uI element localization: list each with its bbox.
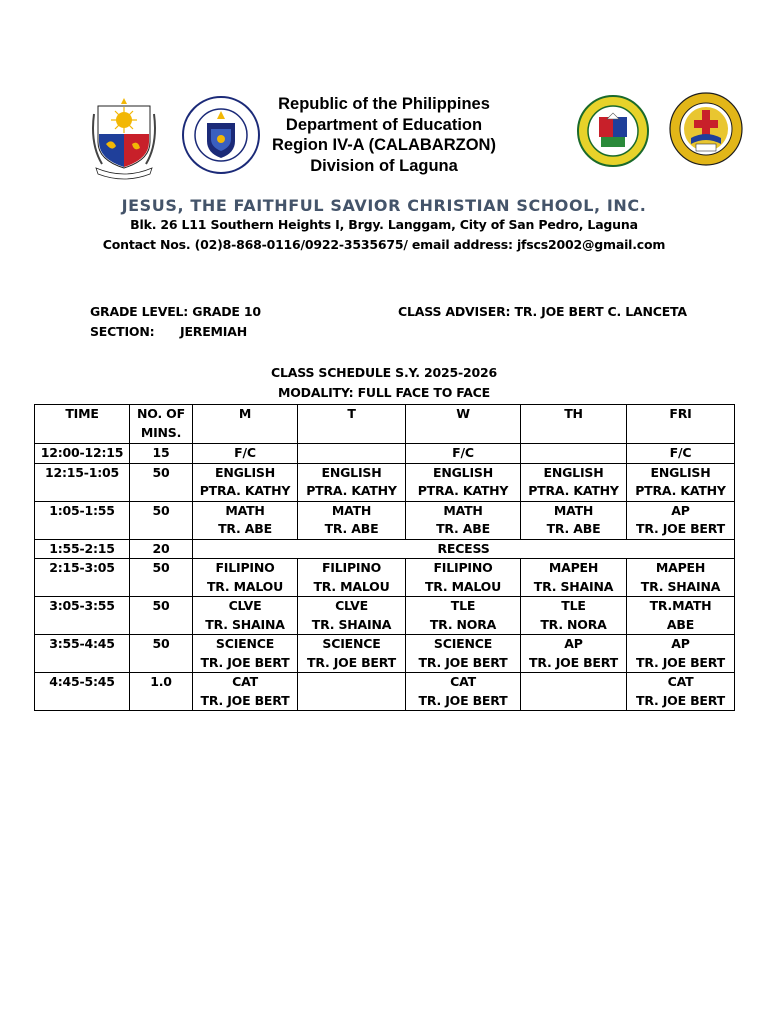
header-time: TIME	[35, 405, 130, 444]
wednesday-cell: ENGLISH PTRA. KATHY	[406, 463, 521, 501]
gov-header-line-2: Department of Education	[285, 115, 483, 134]
header-tuesday: T	[298, 405, 406, 444]
tuesday-cell	[298, 673, 406, 711]
monday-cell: CLVE TR. SHAINA	[193, 597, 298, 635]
tuesday-cell: CLVE TR. SHAINA	[298, 597, 406, 635]
school-seal-logo	[669, 92, 743, 166]
time-cell: 1:05-1:55	[35, 501, 130, 539]
table-row	[35, 673, 735, 711]
school-name: JESUS, THE FAITHFUL SAVIOR CHRISTIAN SCHOOL, INC.	[121, 196, 647, 215]
friday-cell: MAPEH TR. SHAINA	[627, 559, 735, 597]
friday-cell: CAT TR. JOE BERT	[627, 673, 735, 711]
philippine-coat-of-arms-logo	[88, 94, 160, 180]
mins-cell: 15	[130, 444, 193, 464]
recess-cell: RECESS	[193, 539, 735, 559]
tuesday-cell: SCIENCE TR. JOE BERT	[298, 635, 406, 673]
time-cell: 12:00-12:15	[35, 444, 130, 464]
friday-cell: F/C	[627, 444, 735, 464]
government-header	[244, 94, 524, 176]
tuesday-cell: MATH TR. ABE	[298, 501, 406, 539]
school-contact: Contact Nos. (02)8-868-0116/0922-3535675/ email address: jfscs2002@gmail.com	[102, 237, 666, 252]
table-row	[35, 501, 735, 539]
monday-cell: FILIPINO TR. MALOU	[193, 559, 298, 597]
time-cell: 3:55-4:45	[35, 635, 130, 673]
section-value: JEREMIAH	[180, 324, 247, 339]
time-cell: 12:15-1:05	[35, 463, 130, 501]
time-cell: 4:45-5:45	[35, 673, 130, 711]
thursday-cell	[521, 444, 627, 464]
header-monday: M	[193, 405, 298, 444]
mins-cell: 1.0	[130, 673, 193, 711]
thursday-cell: AP TR. JOE BERT	[521, 635, 627, 673]
thursday-cell: ENGLISH PTRA. KATHY	[521, 463, 627, 501]
tuesday-cell	[298, 444, 406, 464]
wednesday-cell: SCIENCE TR. JOE BERT	[406, 635, 521, 673]
monday-cell: MATH TR. ABE	[193, 501, 298, 539]
friday-cell: ENGLISH PTRA. KATHY	[627, 463, 735, 501]
san-pedro-city-seal-logo	[577, 95, 649, 167]
friday-cell: TR.MATH ABE	[627, 597, 735, 635]
header-friday: FRI	[627, 405, 735, 444]
friday-cell: AP TR. JOE BERT	[627, 501, 735, 539]
thursday-cell	[521, 673, 627, 711]
mins-cell: 50	[130, 635, 193, 673]
table-row	[35, 635, 735, 673]
wednesday-cell: MATH TR. ABE	[406, 501, 521, 539]
wednesday-cell: F/C	[406, 444, 521, 464]
header-thursday: TH	[521, 405, 627, 444]
mins-cell: 50	[130, 597, 193, 635]
section-label: SECTION:	[90, 324, 155, 339]
gov-header-line-3: Region IV-A (CALABARZON)	[272, 136, 496, 154]
time-cell: 1:55-2:15	[35, 539, 130, 559]
header-wednesday: W	[406, 405, 521, 444]
modality: MODALITY: FULL FACE TO FACE	[278, 385, 490, 400]
schedule-title: CLASS SCHEDULE S.Y. 2025-2026	[271, 365, 497, 380]
mins-cell: 50	[130, 463, 193, 501]
mins-cell: 50	[130, 501, 193, 539]
school-address: Blk. 26 L11 Southern Heights I, Brgy. Langgam, City of San Pedro, Laguna	[130, 217, 638, 232]
wednesday-cell: CAT TR. JOE BERT	[406, 673, 521, 711]
time-cell: 2:15-3:05	[35, 559, 130, 597]
monday-cell: ENGLISH PTRA. KATHY	[193, 463, 298, 501]
time-cell: 3:05-3:55	[35, 597, 130, 635]
gov-header-line-1: Republic of the Philippines	[278, 95, 490, 113]
table-row	[35, 597, 735, 635]
mins-cell: 50	[130, 559, 193, 597]
table-header-row	[35, 405, 735, 444]
wednesday-cell: TLE TR. NORA	[406, 597, 521, 635]
friday-cell: AP TR. JOE BERT	[627, 635, 735, 673]
tuesday-cell: ENGLISH PTRA. KATHY	[298, 463, 406, 501]
table-row	[35, 559, 735, 597]
header-mins: NO. OF MINS.	[130, 405, 193, 444]
table-row	[35, 444, 735, 464]
table-row	[35, 539, 735, 559]
class-adviser: CLASS ADVISER: TR. JOE BERT C. LANCETA	[398, 304, 687, 319]
monday-cell: F/C	[193, 444, 298, 464]
monday-cell: CAT TR. JOE BERT	[193, 673, 298, 711]
thursday-cell: MATH TR. ABE	[521, 501, 627, 539]
tuesday-cell: FILIPINO TR. MALOU	[298, 559, 406, 597]
mins-cell: 20	[130, 539, 193, 559]
wednesday-cell: FILIPINO TR. MALOU	[406, 559, 521, 597]
gov-header-line-4: Division of Laguna	[310, 156, 458, 175]
class-schedule-table	[34, 404, 735, 711]
thursday-cell: TLE TR. NORA	[521, 597, 627, 635]
grade-level: GRADE LEVEL: GRADE 10	[90, 304, 261, 319]
table-row	[35, 463, 735, 501]
thursday-cell: MAPEH TR. SHAINA	[521, 559, 627, 597]
monday-cell: SCIENCE TR. JOE BERT	[193, 635, 298, 673]
